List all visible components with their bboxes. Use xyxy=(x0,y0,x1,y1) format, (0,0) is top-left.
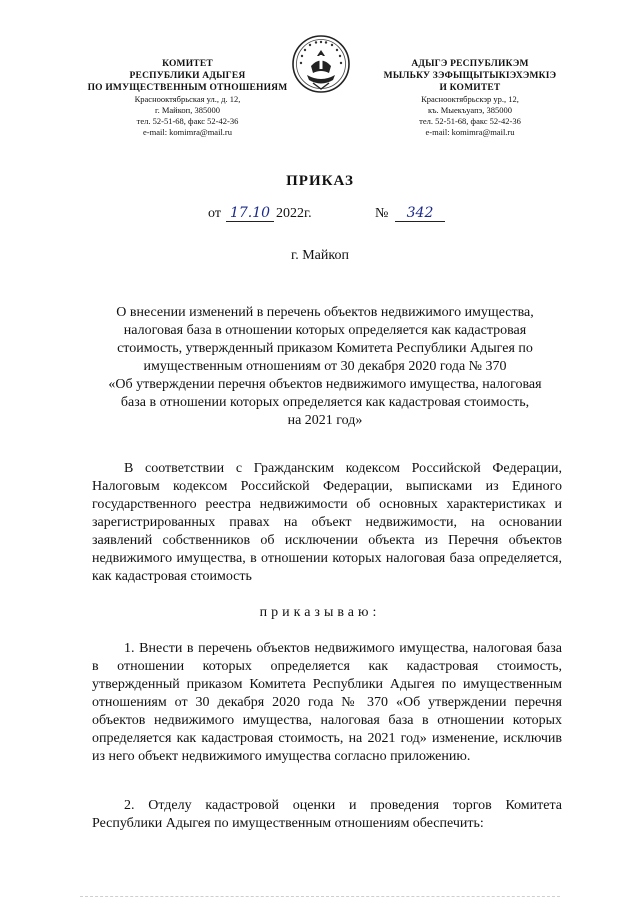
order-title: ПРИКАЗ xyxy=(286,173,354,189)
subject-line-7: на 2021 год» xyxy=(287,413,363,428)
header-left-org-line-3: ПО ИМУЩЕСТВЕННЫМ ОТНОШЕНИЯМ xyxy=(87,83,288,93)
header-left-org-line-1: КОМИТЕТ xyxy=(162,59,213,69)
subject-line-4: имущественным отношениям от 30 декабря 2020 года № 370 xyxy=(143,359,507,374)
page-bottom-divider xyxy=(80,896,560,897)
header-right-city: къ. Мыекъуапэ, 385000 xyxy=(427,105,513,115)
item-2-paragraph: 2. Отделу кадастровой оценки и проведения торгов Комитета Республики Адыгея по имущественным отношениям обеспечить: xyxy=(92,798,562,831)
basis-paragraph: В соответствии с Гражданским кодексом Российской Федерации, Налоговым кодексом Российской Федерации, выписками из Единого государственного реестра недвижимости об основных характеристиках и зарегистрированных правах на объект недвижимости, на основании заявлений собственников об исключении объекта из Перечня объектов недвижимого имущества, в отношении которых налоговая база определяется, как кадастровая стоимость xyxy=(92,461,562,584)
subject-line-6: база в отношении которых определяется как кадастровая стоимость, xyxy=(120,395,530,410)
header-left-phone: тел. 52-51-68, факс 52-42-36 xyxy=(136,116,239,126)
number-label: № xyxy=(375,206,389,221)
item-1-paragraph: 1. Внести в перечень объектов недвижимого имущества, налоговая база в отношении которых определяется как кадастровая стоимость, утвержденный приказом Комитета Республики Адыгея по имущественным отношениям от 30 декабря 2020 года № 370 «Об утверждении перечня объектов недвижимого имущества, налоговая база в отношении которых определяется как кадастровая стоимость, на 2021 год» изменение, исключив из него объект недвижимого имущества согласно приложению. xyxy=(92,641,562,764)
header-left-email: e-mail: komimra@mail.ru xyxy=(142,127,233,137)
subject-line-3: стоимость, утвержденный приказом Комитета Республики Адыгея по xyxy=(117,341,533,356)
subject-line-5: «Об утверждении перечня объектов недвижимого имущества, налоговая xyxy=(108,377,542,392)
handwritten-date: 17.10 xyxy=(226,206,274,222)
header-right-org-line-3: И КОМИТЕТ xyxy=(439,83,501,93)
header-right-org-line-2: МЫЛЬКУ ЗЭФЫЩЫТЫКІЭХЭМКІЭ xyxy=(383,71,557,81)
header-right-email: e-mail: komimra@mail.ru xyxy=(425,127,515,137)
header-left-address: Краснооктябрьская ул., д. 12, xyxy=(134,94,241,104)
header-left-block xyxy=(80,58,295,138)
subject-line-2: налоговая база в отношении которых определяется как кадастровая xyxy=(123,323,527,338)
order-subject xyxy=(90,304,560,430)
header-right-address: Краснооктябрьскэр ур., 12, xyxy=(421,94,519,104)
header-left-city: г. Майкоп, 385000 xyxy=(155,105,220,115)
city-line: г. Майкоп xyxy=(291,248,349,263)
header-right-org-line-1: АДЫГЭ РЕСПУБЛИКЭМ xyxy=(411,59,529,69)
orders-word: приказываю: xyxy=(259,605,381,620)
subject-line-1: О внесении изменений в перечень объектов недвижимого имущества, xyxy=(116,305,534,320)
date-prefix: от xyxy=(208,206,221,221)
header-right-phone: тел. 52-51-68, факс 52-42-36 xyxy=(419,116,521,126)
header-left-org-line-2: РЕСПУБЛИКИ АДЫГЕЯ xyxy=(129,71,246,81)
date-year: 2022г. xyxy=(276,206,312,221)
handwritten-number: 342 xyxy=(395,206,445,222)
header-right-block xyxy=(360,58,580,138)
adygea-coat-of-arms-icon xyxy=(291,33,351,95)
